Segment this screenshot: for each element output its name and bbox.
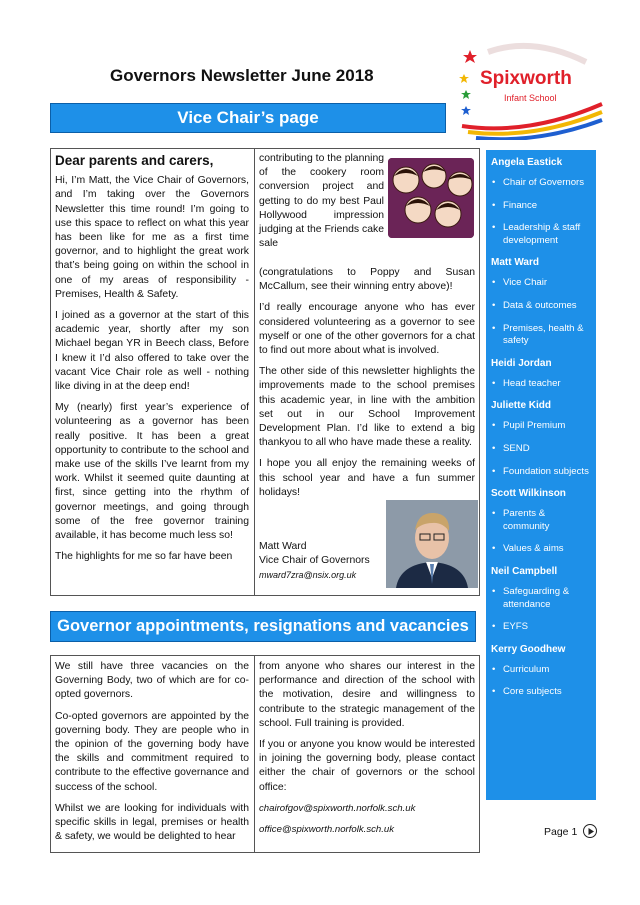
paragraph: I’d really encourage anyone who has ever considered volunteering as a governor to see myself or one of the other governors for a chat to find out more about what is involved.	[259, 302, 475, 357]
paragraph: Hi, I’m Matt, the Vice Chair of Governors, and I’m taking over the Governors Newsletter this time round! I’m going to use this space to reflect on what this year has been like for me as a first time governor, and to highlight the great work that’s being going on within the school in one of my areas of responsibility - Premises, Health & Safety.	[55, 175, 249, 300]
paragraph: If you or anyone you know would be interested in joining the governing body, please contact either the chair of governors or the school office:	[259, 739, 475, 793]
signature-block	[259, 540, 385, 583]
governor-entry	[486, 400, 596, 478]
governor-role: • Safeguarding & attendance	[486, 586, 596, 611]
paragraph: We still have three vacancies on the Governing Body, two of which are for co-opted governors.	[55, 661, 249, 701]
column-divider	[254, 655, 255, 853]
office-email-link[interactable]: office@spixworth.norfolk.sch.uk	[259, 824, 395, 836]
paragraph: I hope you all enjoy the remaining weeks of this school year and have a fun summer holidays!	[259, 458, 475, 498]
paragraph: The other side of this newsletter highlights the improvements made to the school premises this academic year, in line with the ambition set out in our School Improvement Development Plan. I’d like to extend a big thankyou to all who have made these a reality.	[259, 366, 475, 449]
governor-role: • Vice Chair	[486, 277, 596, 290]
governor-role: • Chair of Governors	[486, 177, 596, 190]
governor-role: • SEND	[486, 443, 596, 456]
governor-role: • Values & aims	[486, 543, 596, 556]
governor-name: Angela Eastick	[491, 157, 563, 168]
governor-entry	[486, 257, 596, 347]
governor-name: Kerry Goodhew	[491, 643, 566, 655]
newsletter-title: Governors Newsletter June 2018	[110, 66, 374, 85]
governor-role: • Premises, health & safety	[486, 323, 596, 348]
greeting-heading: Dear parents and carers,	[55, 153, 214, 168]
paragraph: The highlights for me so far have been	[55, 551, 233, 563]
section2-col1	[55, 660, 249, 851]
cupcakes-photo	[388, 158, 474, 238]
school-logo	[458, 40, 604, 140]
logo-subtitle: Infant School	[504, 93, 557, 103]
governor-name: Scott Wilkinson	[491, 488, 566, 500]
column-divider	[254, 148, 255, 596]
governor-role: • Parents & community	[486, 508, 596, 533]
governor-entry	[486, 488, 596, 556]
paragraph: (congratulations to Poppy and Susan McCallum, see their winning entry above)!	[259, 267, 475, 293]
matt-ward-photo	[386, 500, 478, 588]
appointments-banner: Governor appointments, resignations and vacancies	[50, 611, 476, 642]
section1-col2-top	[259, 152, 384, 258]
paragraph: Whilst we are looking for individuals with specific skills in legal, premises or health & safety, we would be delighted to hear	[55, 802, 249, 843]
governor-name: Juliette Kidd	[491, 400, 552, 412]
governor-role: • Core subjects	[486, 686, 596, 699]
signature-role: Vice Chair of Governors	[259, 555, 370, 567]
signature-email: mward7zra@nsix.org.uk	[259, 570, 357, 581]
chair-email-link[interactable]: chairofgov@spixworth.norfolk.sch.uk	[259, 802, 416, 814]
paragraph: from anyone who shares our interest in the performance and direction of the school with the motivation, desire and willingness to contribute to the strategic management of the school. Full training is provided.	[259, 661, 475, 729]
governor-entry	[486, 358, 596, 391]
page-number: Page 1	[544, 826, 578, 838]
governor-role: • Foundation subjects	[486, 466, 596, 479]
governor-role: • Curriculum	[486, 664, 596, 677]
section2-col2	[259, 660, 475, 844]
governor-entry	[486, 566, 596, 634]
governor-name: Neil Campbell	[491, 565, 558, 577]
governor-name: Heidi Jordan	[491, 357, 552, 369]
section1-col2	[259, 266, 475, 507]
governor-role: • Pupil Premium	[486, 420, 596, 433]
paragraph: My (nearly) first year’s experience of volunteering as a governor has been really positive. It has been a great opportunity to contribute to the school and make use of the skills I’ve learnt from my work. Whilst it seemed quite daunting at first, since getting into the rhythm of governor meetings, and going through some of the free governor training available, it has become much less so!	[55, 402, 249, 542]
governor-role: • Data & outcomes	[486, 300, 596, 313]
governor-entry	[486, 157, 596, 247]
governor-role: • Finance	[486, 200, 596, 213]
governor-role: • EYFS	[486, 621, 596, 634]
governor-entry	[486, 644, 596, 699]
logo-name: Spixworth	[480, 68, 572, 89]
paragraph: contributing to the planning of the cookery room conversion project and getting to do my best Paul Hollywood impression judging at the Friends cake sale	[259, 153, 384, 250]
next-page-icon[interactable]	[583, 824, 597, 838]
vice-chair-banner: Vice Chair’s page	[50, 103, 446, 133]
governor-role: • Leadership & staff development	[486, 222, 596, 247]
section1-col1	[55, 154, 249, 571]
signature-name: Matt Ward	[259, 541, 307, 552]
paragraph: I joined as a governor at the start of this academic year, shortly after my son Michael began YR in Beech class, Before I knew it I’d also offered to take over the vacant Vice Chair role as well - nothing like diving in at the deep end!	[55, 310, 249, 393]
governor-name: Matt Ward	[491, 257, 539, 269]
governors-sidebar	[486, 150, 596, 800]
governor-role: • Head teacher	[486, 378, 596, 391]
paragraph: Co-opted governors are appointed by the governing body. They are people who in the opinion of the governing body have the skills and commitment required to contribute to the effective governance and success of the school.	[55, 710, 249, 793]
